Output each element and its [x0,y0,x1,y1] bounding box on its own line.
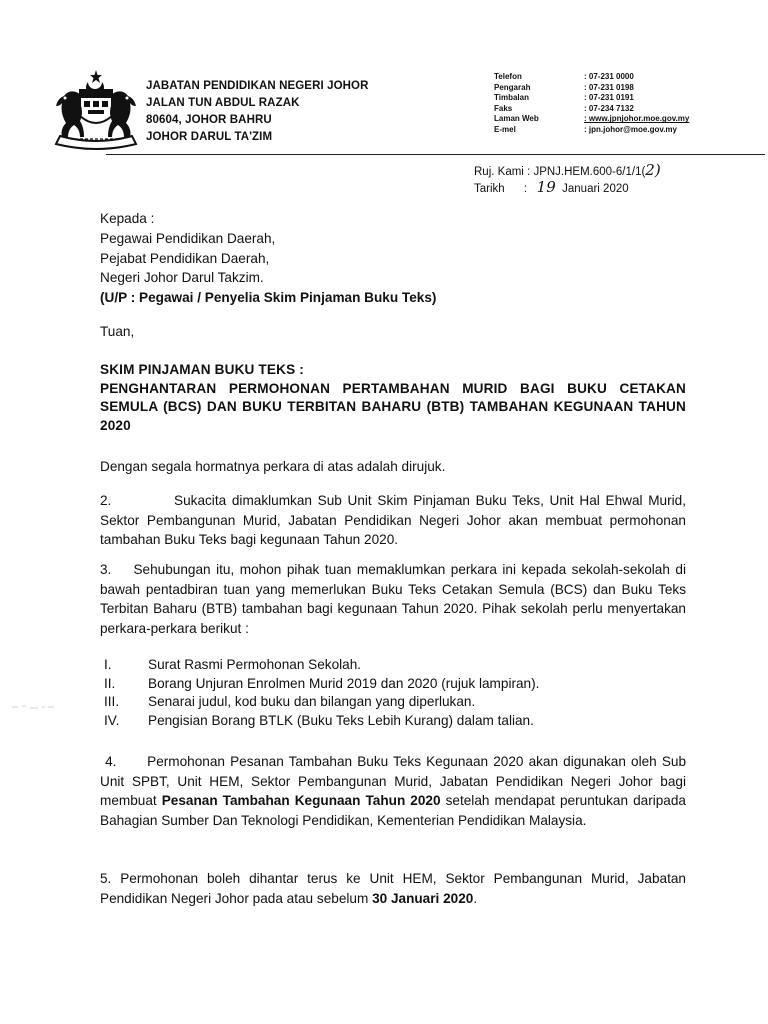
list-item [104,656,539,675]
list-item [104,675,539,694]
letterhead-organization [146,78,368,146]
org-line: JABATAN PENDIDIKAN NEGERI JOHOR [146,80,369,92]
tarikh-label: Tarikh [474,183,505,195]
list-item-text: Surat Rasmi Permohonan Sekolah. [148,657,362,672]
paragraph-bold-text: 30 Januari 2020 [372,890,474,906]
paragraph-text: Sehubungan itu, mohon pihak tuan memaklumkan perkara ini kepada sekolah-sekolah di bawah pentadbiran tuan yang memerlukan Buku Teks Cetakan Semula (BCS) dan Buku Teks Terbitan Baharu (BTB) tambahan bagi kegunaan Tahun 2020. Pihak sekolah perlu menyertakan perkara-perkara berikut : [100,562,687,636]
paragraph-text: . [473,890,478,906]
recipient-line: Pejabat Pendidikan Daerah, [100,250,270,266]
tarikh-separator: : [523,183,528,195]
contact-value: : 07-231 0000 [584,72,634,81]
org-line: JOHOR DARUL TA'ZIM [146,131,273,143]
contact-row-faks [494,104,689,115]
contact-label: Pengarah [494,82,531,92]
requirements-list [104,656,539,730]
paragraph-number: 2. [100,493,112,508]
contact-value: : 07-231 0198 [584,82,634,92]
tarikh-month-year: Januari 2020 [562,183,629,195]
letterhead-contacts [494,72,689,136]
ruj-handwritten: 2) [645,161,661,179]
subject-block [100,361,686,435]
contact-label: Faks [494,103,513,113]
recipient-line: Kepada : [100,211,155,226]
paragraph-text: setelah mendapat peruntukan daripada Bahagian Sumber Dan Teknologi Pendidikan, Kementerian Pendidikan Malaysia. [100,793,686,828]
malaysia-coat-of-arms-icon [50,68,142,150]
paragraph-text: 5. Permohonan boleh dihantar terus ke Unit HEM, Sektor Pembangunan Murid, Jabatan Pendidikan Negeri Johor pada atau sebelum [100,871,686,906]
contact-value: : 07-231 0191 [584,93,634,103]
salutation: Tuan, [100,324,135,339]
paragraph-3 [100,560,686,638]
paragraph-2 [100,491,686,550]
contact-row-telefon [494,72,689,83]
contact-label: Telefon [494,72,522,81]
list-item-text: Pengisian Borang BTLK (Buku Teks Lebih Kurang) dalam talian. [148,712,534,728]
org-line: JALAN TUN ABDUL RAZAK [146,97,300,109]
subject-line-2: PENGHANTARAN PERMOHONAN PERTAMBAHAN MURID BAGI BUKU CETAKAN SEMULA (BCS) DAN BUKU TERBITAN BAHARU (BTB) TAMBAHAN KEGUNAAN TAHUN 2020 [100,380,686,433]
header-divider [106,154,765,155]
recipient-line: Pegawai Pendidikan Daerah, [100,230,276,246]
contact-label: Timbalan [494,93,529,103]
website-link[interactable]: : www.jpnjohor.moe.gov.my [584,114,690,124]
list-item [104,693,539,712]
list-item-text: Borang Unjuran Enrolmen Murid 2019 dan 2020 (rujuk lampiran). [148,675,540,691]
contact-row-email [494,125,689,136]
recipient-block [100,209,686,308]
paragraph-4 [100,752,686,830]
paragraph-1: Dengan segala hormatnya perkara di atas adalah dirujuk. [100,459,446,474]
ruj-value: : JPNJ.HEM.600-6/1/1( [527,166,646,178]
list-item-number: IV. [104,712,120,728]
scan-artifact [10,703,58,711]
paragraph-text: Permohonan Pesanan Tambahan Buku Teks Kegunaan 2020 akan digunakan oleh Sub Unit SPBT, Unit HEM, Sektor Pembangunan Murid, Jabatan Pendidikan Negeri Johor bagi membuat [100,754,687,808]
contact-row-laman-web [494,114,689,125]
paragraph-number: 4. [105,754,117,769]
contact-label: E-mel [494,124,516,134]
contact-row-pengarah [494,83,689,94]
list-item [104,712,539,731]
org-line: 80604, JOHOR BAHRU [146,114,272,126]
ruj-label: Ruj. Kami [474,166,524,178]
paragraph-5 [100,869,686,908]
paragraph-bold-text: Pesanan Tambahan Kegunaan Tahun 2020 [161,793,441,808]
subject-line-1: SKIM PINJAMAN BUKU TEKS : [100,362,304,377]
list-item-text: Senarai judul, kod buku dan bilangan yang diperlukan. [148,694,476,710]
contact-value: : 07-234 7132 [584,103,634,113]
contact-label: Laman Web [494,114,539,124]
email-link[interactable]: : jpn.johor@moe.gov.my [584,124,677,134]
tarikh-line [474,180,661,197]
reference-block [474,163,661,197]
paragraph-text: Sukacita dimaklumkan Sub Unit Skim Pinjaman Buku Teks, Unit Hal Ehwal Murid, Sektor Pembangunan Murid, Jabatan Pendidikan Negeri Johor akan membuat permohonan tambahan Buku Teks bagi kegunaan Tahun 2020. [100,493,686,547]
ruj-kami-line [474,163,661,180]
recipient-line: Negeri Johor Darul Takzim. [100,270,264,286]
list-item-number: III. [104,694,120,710]
list-item-number: I. [104,657,112,672]
tarikh-handwritten-day: 19 [536,178,556,196]
contact-row-timbalan [494,93,689,104]
paragraph-number: 3. [100,562,112,577]
list-item-number: II. [104,675,116,691]
recipient-attn: (U/P : Pegawai / Penyelia Skim Pinjaman Buku Teks) [100,290,437,306]
